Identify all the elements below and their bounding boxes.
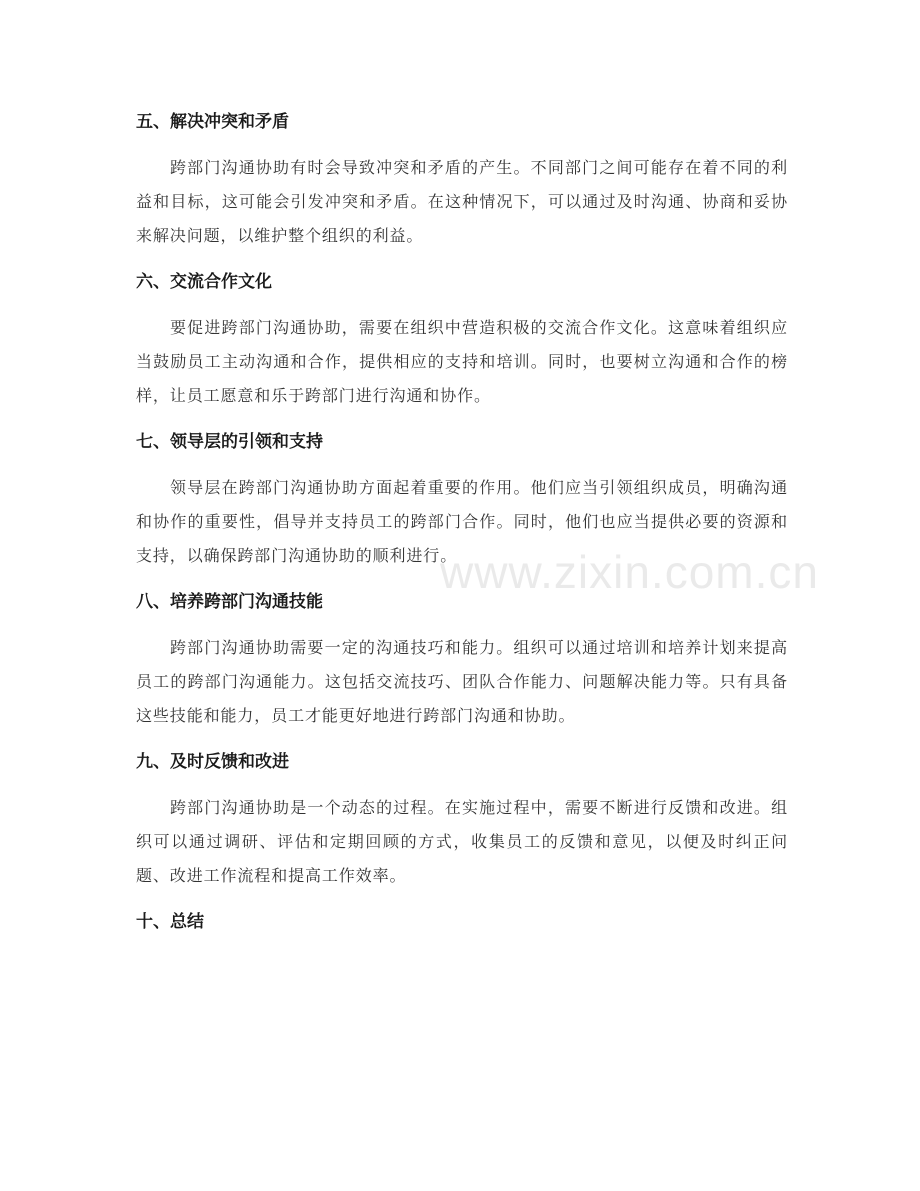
watermark: www.zixin.com.cn [440,546,819,598]
document-content [136,105,788,951]
section-heading: 十、总结 [136,912,204,932]
section-heading: 八、培养跨部门沟通技能 [136,592,323,612]
section-paragraph: 跨部门沟通协助需要一定的沟通技巧和能力。组织可以通过培训和培养计划来提高员工的跨部门沟通能力。这包括交流技巧、团队合作能力、问题解决能力等。只有具备这些技能和能力，员工才能更好地进行跨部门沟通和协助。 [136,638,788,725]
section-10 [136,905,788,939]
section-paragraph: 领导层在跨部门沟通协助方面起着重要的作用。他们应当引领组织成员，明确沟通和协作的重要性，倡导并支持员工的跨部门合作。同时，他们也应当提供必要的资源和支持，以确保跨部门沟通协助的顺利进行。 [136,478,788,565]
section-8 [136,585,788,733]
section-5 [136,105,788,253]
section-7 [136,425,788,573]
section-heading: 九、及时反馈和改进 [136,752,289,772]
section-9 [136,745,788,893]
section-heading: 六、交流合作文化 [136,272,272,292]
section-heading: 五、解决冲突和矛盾 [136,112,289,132]
section-6 [136,265,788,413]
section-heading: 七、领导层的引领和支持 [136,432,323,452]
section-paragraph: 跨部门沟通协助是一个动态的过程。在实施过程中，需要不断进行反馈和改进。组织可以通过调研、评估和定期回顾的方式，收集员工的反馈和意见，以便及时纠正问题、改进工作流程和提高工作效率。 [136,798,788,885]
section-paragraph: 要促进跨部门沟通协助，需要在组织中营造积极的交流合作文化。这意味着组织应当鼓励员工主动沟通和合作，提供相应的支持和培训。同时，也要树立沟通和合作的榜样，让员工愿意和乐于跨部门进行沟通和协作。 [136,318,788,405]
section-paragraph: 跨部门沟通协助有时会导致冲突和矛盾的产生。不同部门之间可能存在着不同的利益和目标，这可能会引发冲突和矛盾。在这种情况下，可以通过及时沟通、协商和妥协来解决问题，以维护整个组织的利益。 [136,158,788,245]
